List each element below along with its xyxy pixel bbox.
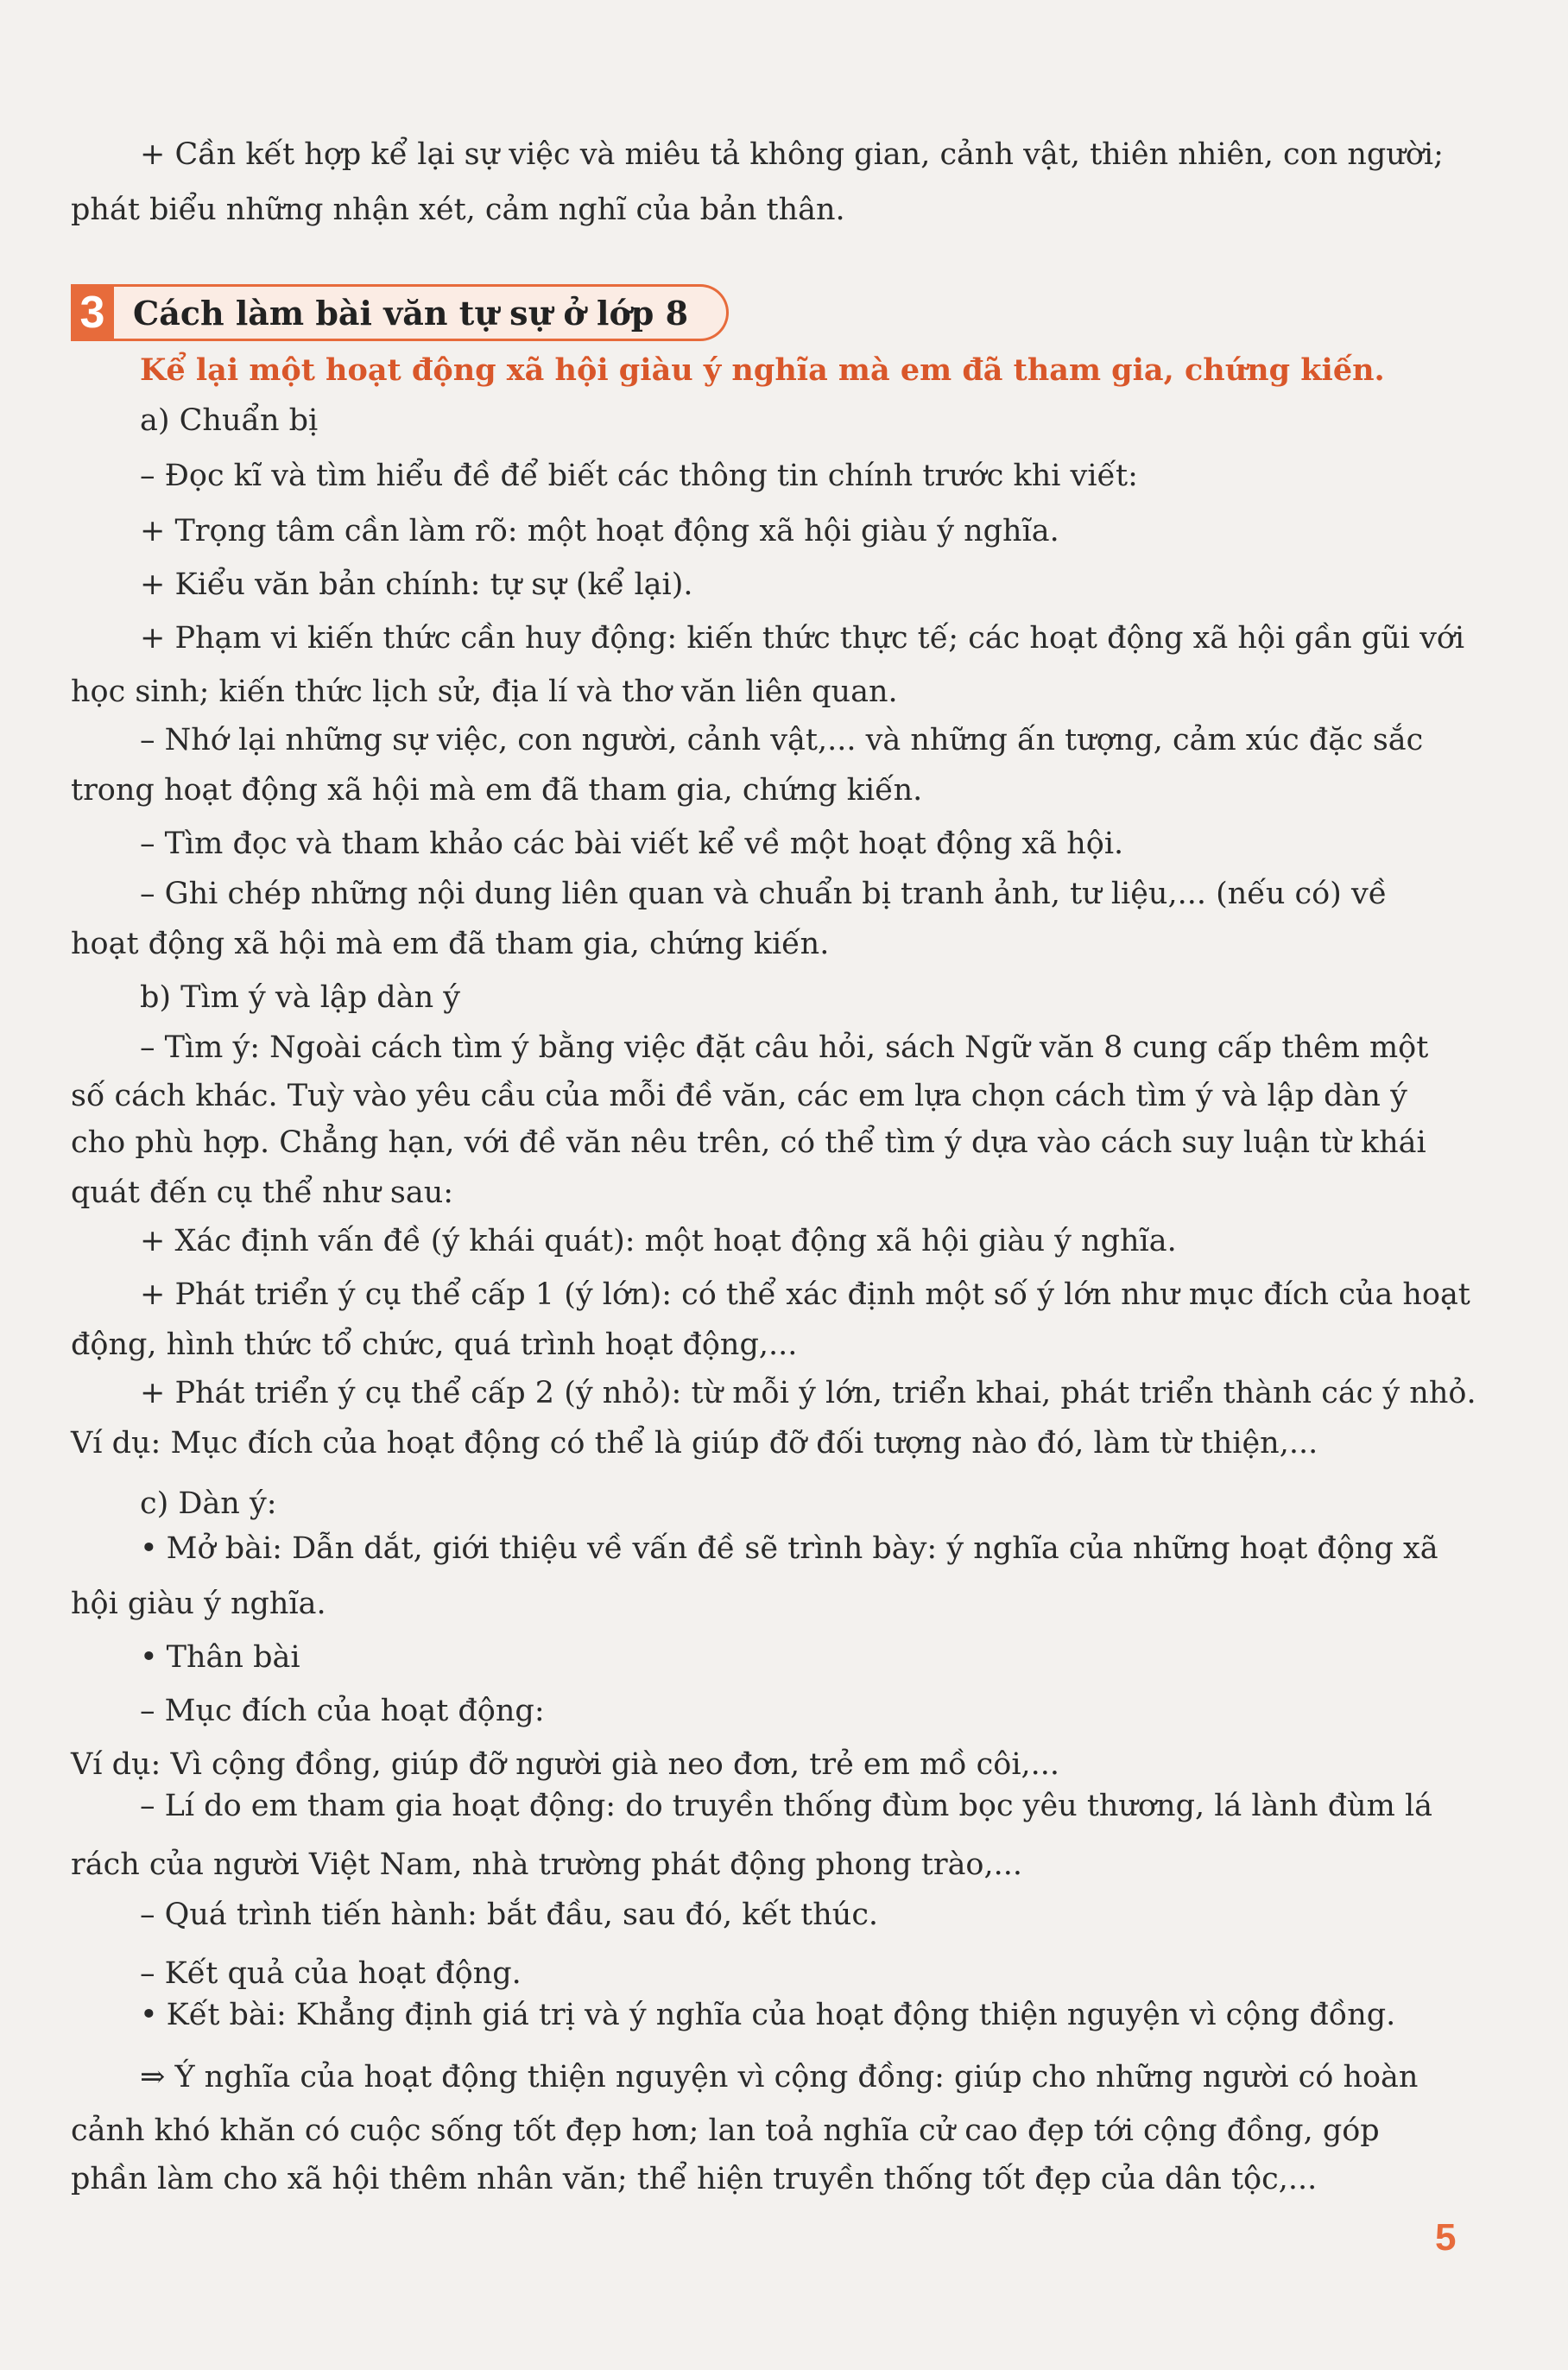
section-title: Cách làm bài văn tự sự ở lớp 8 [114,284,729,341]
bullet-line: • Mở bài: Dẫn dắt, giới thiệu về vấn đề sẽ trình bày: ý nghĩa của những hoạt động xã [140,1530,1521,1567]
text-line: + Phát triển ý cụ thể cấp 2 (ý nhỏ): từ mỗi ý lớn, triển khai, phát triển thành các ý nhỏ. [140,1376,1476,1410]
text-line: + Phạm vi kiến thức cần huy động: kiến thức thực tế; các hoạt động xã hội gần gũi với [140,621,1465,656]
text-line: số cách khác. Tuỳ vào yêu cầu của mỗi đề văn, các em lựa chọn cách tìm ý và lập dàn ý [71,1079,1407,1113]
text-line: – Nhớ lại những sự việc, con người, cảnh vật,... và những ấn tượng, cảm xúc đặc sắc [140,723,1424,757]
intro-line-1: + Cần kết hợp kể lại sự việc và miêu tả không gian, cảnh vật, thiên nhiên, con người; [140,137,1444,172]
text-line: cảnh khó khăn có cuộc sống tốt đẹp hơn; lan toả nghĩa cử cao đẹp tới cộng đồng, góp [71,2113,1380,2148]
text-line: – Tìm đọc và tham khảo các bài viết kể về một hoạt động xã hội. [140,827,1124,861]
task-prompt: Kể lại một hoạt động xã hội giàu ý nghĩa mà em đã tham gia, chứng kiến. [140,352,1385,388]
text-line: Ví dụ: Mục đích của hoạt động có thể là giúp đỡ đối tượng nào đó, làm từ thiện,... [71,1426,1318,1461]
text-line: c) Dàn ý: [140,1486,277,1521]
text-line: rách của người Việt Nam, nhà trường phát động phong trào,... [71,1847,1023,1882]
intro-line-2: phát biểu những nhận xét, cảm nghĩ của bản thân. [71,193,845,227]
text-line: + Xác định vấn đề (ý khái quát): một hoạt động xã hội giàu ý nghĩa. [140,1224,1177,1258]
text-line: – Quá trình tiến hành: bắt đầu, sau đó, kết thúc. [140,1898,879,1932]
bullet-line: • Thân bài [140,1639,1521,1676]
section-header [71,282,729,344]
text-line: + Kiểu văn bản chính: tự sự (kể lại). [140,567,693,602]
text-line: động, hình thức tổ chức, quá trình hoạt động,... [71,1328,798,1362]
text-line: – Ghi chép những nội dung liên quan và chuẩn bị tranh ảnh, tư liệu,... (nếu có) về [140,877,1388,911]
text-line: – Mục đích của hoạt động: [140,1694,545,1728]
page-number: 5 [1435,2216,1457,2259]
text-line: cho phù hợp. Chẳng hạn, với đề văn nêu trên, có thể tìm ý dựa vào cách suy luận từ khái [71,1125,1426,1160]
text-line: – Tìm ý: Ngoài cách tìm ý bằng việc đặt câu hỏi, sách Ngữ văn 8 cung cấp thêm một [140,1030,1429,1065]
text-line: trong hoạt động xã hội mà em đã tham gia, chứng kiến. [71,773,923,808]
text-line: quát đến cụ thể như sau: [71,1175,454,1210]
section-number: 3 [71,284,114,341]
text-line: ⇒ Ý nghĩa của hoạt động thiện nguyện vì cộng đồng: giúp cho những người có hoàn [140,2060,1419,2094]
bullet-line: • Kết bài: Khẳng định giá trị và ý nghĩa của hoạt động thiện nguyện vì cộng đồng. [140,1997,1521,2033]
text-line: + Phát triển ý cụ thể cấp 1 (ý lớn): có thể xác định một số ý lớn như mục đích của hoạt [140,1277,1470,1312]
text-line: học sinh; kiến thức lịch sử, địa lí và thơ văn liên quan. [71,675,898,709]
text-line: b) Tìm ý và lập dàn ý [140,980,461,1015]
text-line: phần làm cho xã hội thêm nhân văn; thể hiện truyền thống tốt đẹp của dân tộc,... [71,2162,1318,2196]
text-line: a) Chuẩn bị [140,403,319,438]
text-line: + Trọng tâm cần làm rõ: một hoạt động xã hội giàu ý nghĩa. [140,514,1059,548]
text-line: Ví dụ: Vì cộng đồng, giúp đỡ người già neo đơn, trẻ em mồ côi,... [71,1747,1060,1782]
text-line: – Kết quả của hoạt động. [140,1956,522,1991]
text-line: hội giàu ý nghĩa. [71,1587,326,1621]
text-line: – Lí do em tham gia hoạt động: do truyền thống đùm bọc yêu thương, lá lành đùm lá [140,1789,1433,1823]
text-line: hoạt động xã hội mà em đã tham gia, chứng kiến. [71,927,830,961]
text-line: – Đọc kĩ và tìm hiểu đề để biết các thông tin chính trước khi viết: [140,459,1138,493]
